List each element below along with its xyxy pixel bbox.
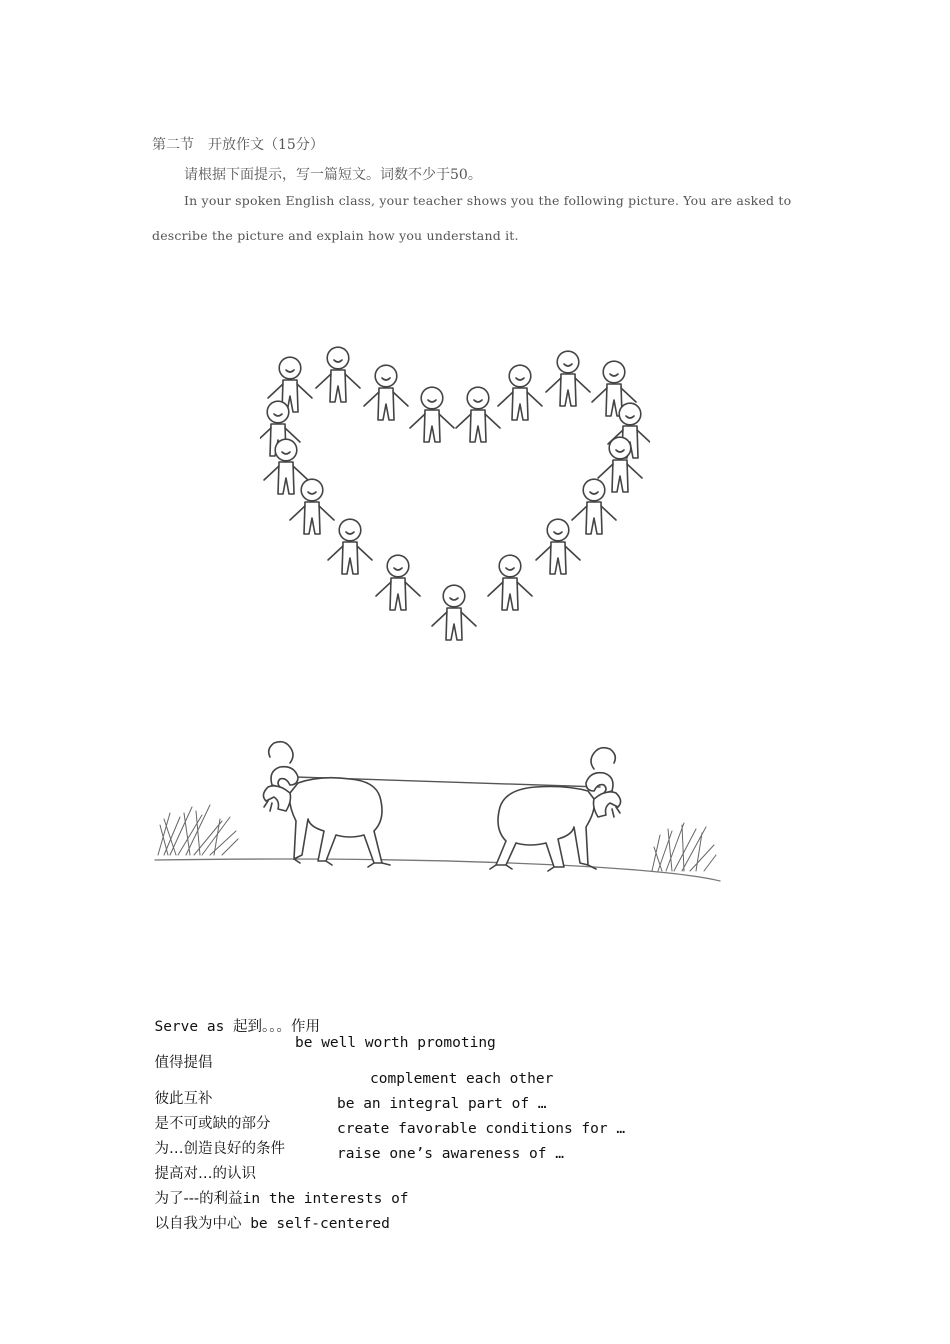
instruction-english-line-2: describe the picture and explain how you understand it. <box>152 228 519 243</box>
stick-person-icon <box>376 555 420 610</box>
vocab-chinese: 是不可或缺的部分 <box>154 1116 271 1132</box>
left-goat-icon <box>263 742 390 867</box>
vocab-chinese: 以自我为中心 <box>154 1216 242 1232</box>
stick-person-icon <box>498 365 542 420</box>
right-goat-icon <box>490 748 621 871</box>
vocab-english: complement each other <box>370 1071 554 1087</box>
stick-person-icon <box>432 585 476 640</box>
stick-person-icon <box>316 347 360 402</box>
stick-person-icon <box>410 387 454 442</box>
stick-person-icon <box>546 351 590 406</box>
vocab-english: in the interests of <box>242 1191 409 1207</box>
stick-person-icon <box>488 555 532 610</box>
vocab-chinese: 为…创造良好的条件 <box>154 1141 285 1157</box>
vocab-english: be self-centered <box>250 1216 390 1232</box>
right-bush-icon <box>652 823 716 871</box>
vocab-chinese: 为了---的利益 <box>154 1191 243 1207</box>
vocab-english: be an integral part of … <box>337 1096 547 1112</box>
stick-person-icon <box>572 479 616 534</box>
left-bush-icon <box>158 805 238 855</box>
stick-person-icon <box>328 519 372 574</box>
vocab-english: raise one’s awareness of … <box>337 1146 564 1162</box>
vocab-chinese: 值得提倡 <box>154 1055 213 1071</box>
stick-person-icon <box>536 519 580 574</box>
stick-person-icon <box>456 387 500 442</box>
heart-of-people-illustration <box>260 340 650 685</box>
vocab-english: create favorable conditions for … <box>337 1121 626 1137</box>
vocab-english: be well worth promoting <box>295 1035 496 1051</box>
instruction-english-line-1: In your spoken English class, your teacher shows you the following picture. You are asked to <box>184 193 792 208</box>
stick-person-icon <box>364 365 408 420</box>
vocab-chinese: 起到。。。作用 <box>233 1019 321 1035</box>
vocab-item <box>137 999 320 1036</box>
instruction-chinese: 请根据下面提示，写一篇短文。词数不少于50。 <box>184 167 482 183</box>
vocab-chinese: 彼此互补 <box>154 1091 213 1107</box>
vocab-chinese: 提高对…的认识 <box>154 1166 256 1182</box>
section-title: 第二节 开放作文（15分） <box>152 137 324 153</box>
two-goats-pulling-illustration <box>150 735 730 890</box>
vocab-item <box>137 1196 390 1233</box>
vocab-english: Serve as <box>154 1019 225 1035</box>
stick-person-icon <box>290 479 334 534</box>
